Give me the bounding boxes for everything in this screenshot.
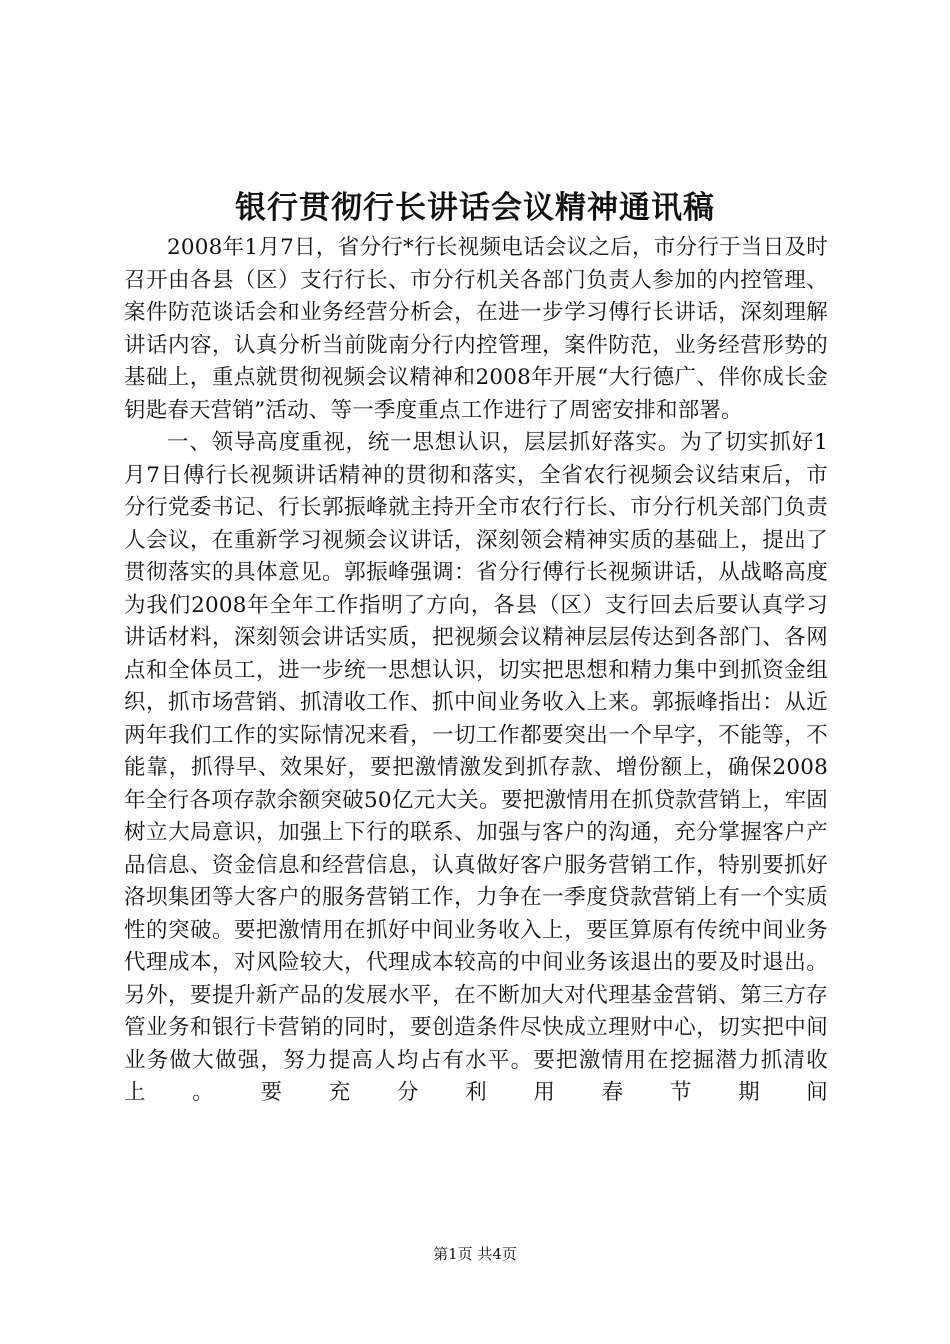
page-number-footer: 第1页 共4页: [433, 1245, 517, 1263]
paragraph-intro: 2008年1月7日，省分行*行长视频电话会议之后，市分行于当日及时召开由各县（区）支行行长、市分行机关各部门负责人参加的内控管理、案件防范谈话会和业务经营分析会，在进一步学习傅行长讲话，深刻理解讲话内容，认真分析当前陇南分行内控管理，案件防范，业务经营形势的基础上，重点就贯彻视频会议精神和2008年开展“大行德广、伴你成长金钥匙春天营销”活动、等一季度重点工作进行了周密安排和部署。: [124, 235, 828, 423]
paragraph-section-one: 一、领导高度重视，统一思想认识，层层抓好落实。为了切实抓好1月7日傅行长视频讲话精神的贯彻和落实，全省农行视频会议结束后，市分行党委书记、行长郭振峰就主持开全市农行行长、市分行机关部门负责人会议，在重新学习视频会议讲话，深刻领会精神实质的基础上，提出了贯彻落实的具体意见。郭振峰强调：省分行傅行长视频讲话，从战略高度为我们2008年全年工作指明了方向，各县（区）支行回去后要认真学习讲话材料，深刻领会讲话实质，把视频会议精神层层传达到各部门、各网点和全体员工，进一步统一思想认识，切实把思想和精力集中到抓资金组织，抓市场营销、抓清收工作、抓中间业务收入上来。郭振峰指出：从近两年我们工作的实际情况来看，一切工作都要突出一个早字，不能等，不能靠，抓得早、效果好，要把激情激发到抓存款、增份额上，确保2008年全行各项存款余额突破50亿元大关。要把激情用在抓贷款营销上，牢固树立大局意识，加强上下行的联系、加强与客户的沟通，充分掌握客户产品信息、资金信息和经营信息，认真做好客户服务营销工作，特别要抓好洛坝集团等大客户的服务营销工作，力争在一季度贷款营销上有一个实质性的突破。要把激情用在抓好中间业务收入上，要匡算原有传统中间业务代理成本，对风险较大，代理成本较高的中间业务该退出的要及时退出。另外，要提升新产品的发展水平，在不断加大对代理基金营销、第三方存管业务和银行卡营销的同时，要创造条件尽快成立理财中心，切实把中间业务做大做强，努力提高人均占有水平。要把激情用在挖掘潜力抓清收上。要充分利用春节期间: [124, 430, 828, 1105]
document-title: 银行贯彻行长讲话会议精神通讯稿: [235, 190, 715, 226]
document-body: [124, 232, 828, 1110]
